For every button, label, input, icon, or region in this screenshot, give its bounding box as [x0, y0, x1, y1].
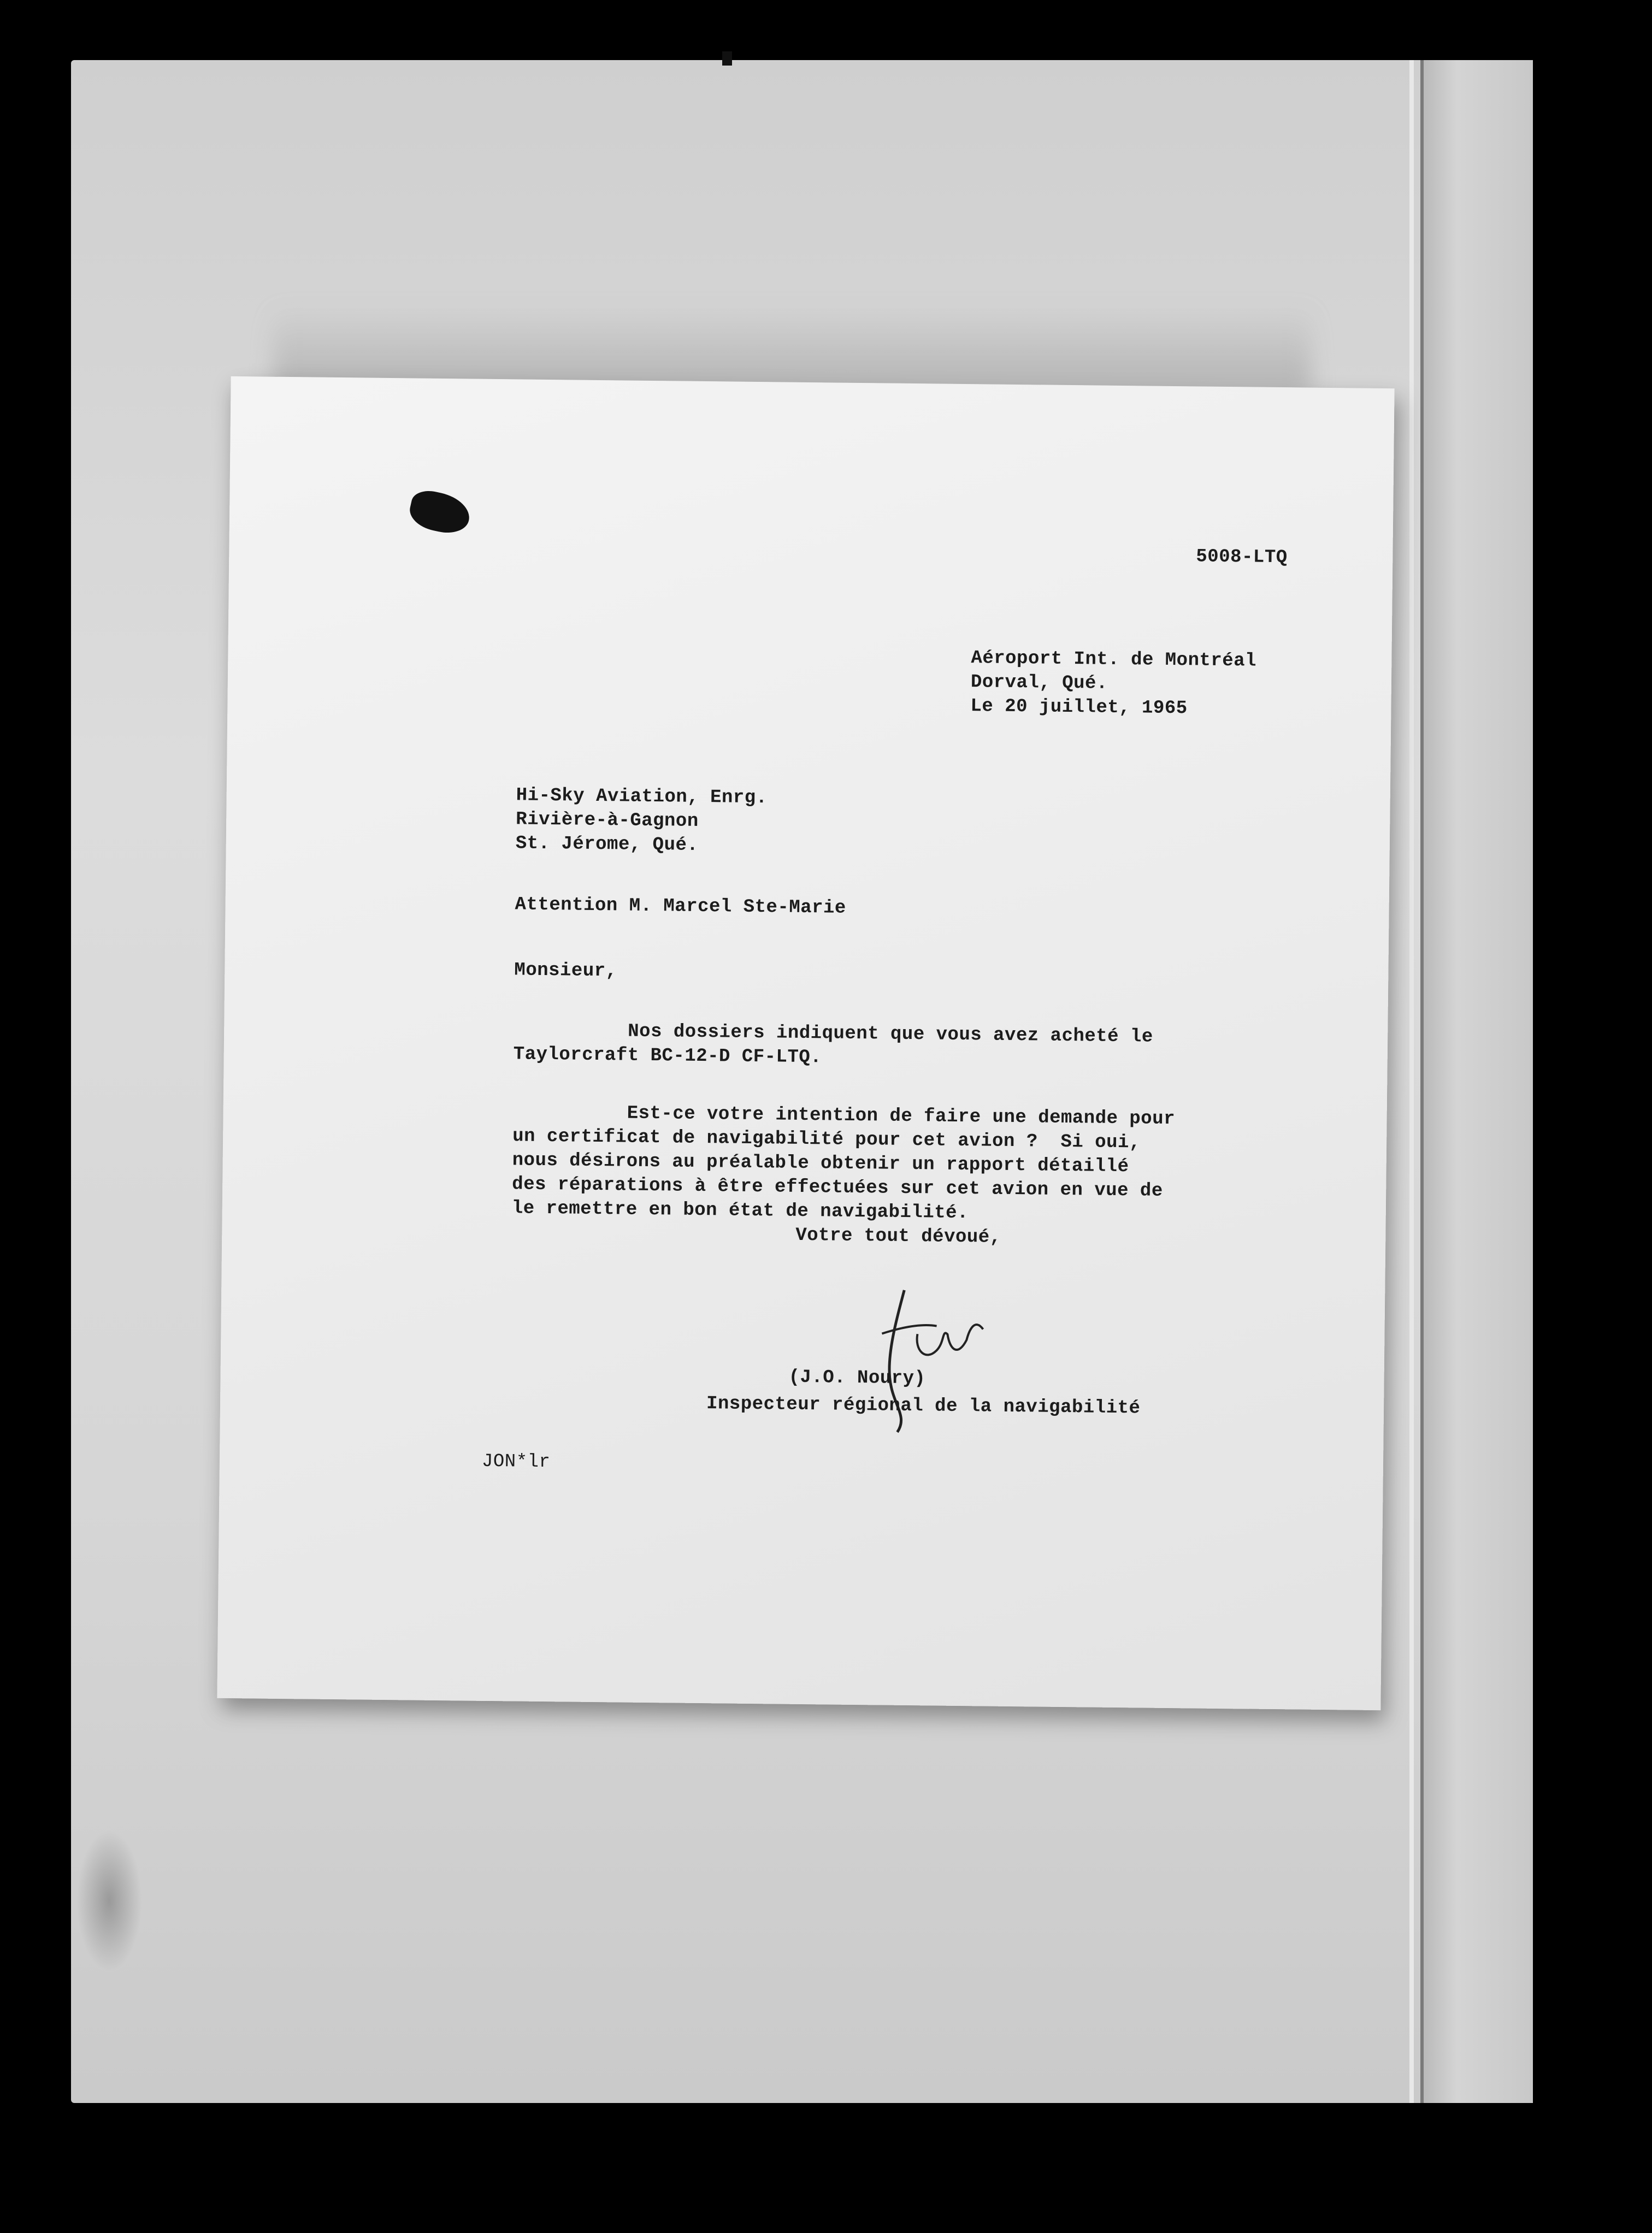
mount-edge-line: [1409, 60, 1414, 2103]
mount-right-strip: [1420, 60, 1533, 2103]
paragraph-line: des réparations à être effectuées sur cet avion en vue de: [512, 1174, 1163, 1202]
recipient-line: Rivière-à-Gagnon: [516, 809, 699, 832]
punch-hole: [406, 487, 474, 537]
salutation: Monsieur,: [514, 960, 617, 982]
letter-paper: [217, 376, 1394, 1710]
recipient-line: Hi-Sky Aviation, Enrg.: [516, 785, 768, 809]
paragraph-2: [512, 1100, 1176, 1227]
signatory-name: (J.O. Noury): [788, 1367, 926, 1390]
paragraph-line: Nos dossiers indiquent que vous avez acheté le: [514, 1020, 1153, 1048]
paragraph-line: Est-ce votre intention de faire une demande pour: [512, 1102, 1176, 1130]
paragraph-1: [514, 1018, 1153, 1073]
recipient-line: St. Jérome, Qué.: [515, 833, 699, 856]
sender-place-line: Aéroport Int. de Montréal: [971, 648, 1257, 672]
typist-initials: JON*lr: [481, 1451, 551, 1473]
film-mark: [722, 51, 732, 66]
recipient-address: [516, 783, 768, 858]
closing: Votre tout dévoué,: [795, 1225, 1001, 1248]
sender-place-line: Dorval, Qué.: [970, 672, 1108, 694]
paragraph-line: nous désirons au préalable obtenir un rapport détaillé: [512, 1150, 1129, 1178]
signatory-title: Inspecteur régional de la navigabilité: [706, 1393, 1141, 1419]
paragraph-line: le remettre en bon état de navigabilité.: [511, 1198, 969, 1224]
sender-place-block: [970, 646, 1256, 721]
letter-date: Le 20 juillet, 1965: [970, 696, 1188, 719]
attention-line: Attention M. Marcel Ste-Marie: [515, 894, 846, 919]
paragraph-line: un certificat de navigabilité pour cet avion ? Si oui,: [512, 1126, 1141, 1154]
paragraph-line: Taylorcraft BC-12-D CF-LTQ.: [513, 1044, 822, 1068]
file-reference: 5008-LTQ: [1196, 546, 1288, 569]
smudge-mark: [76, 1830, 142, 1972]
